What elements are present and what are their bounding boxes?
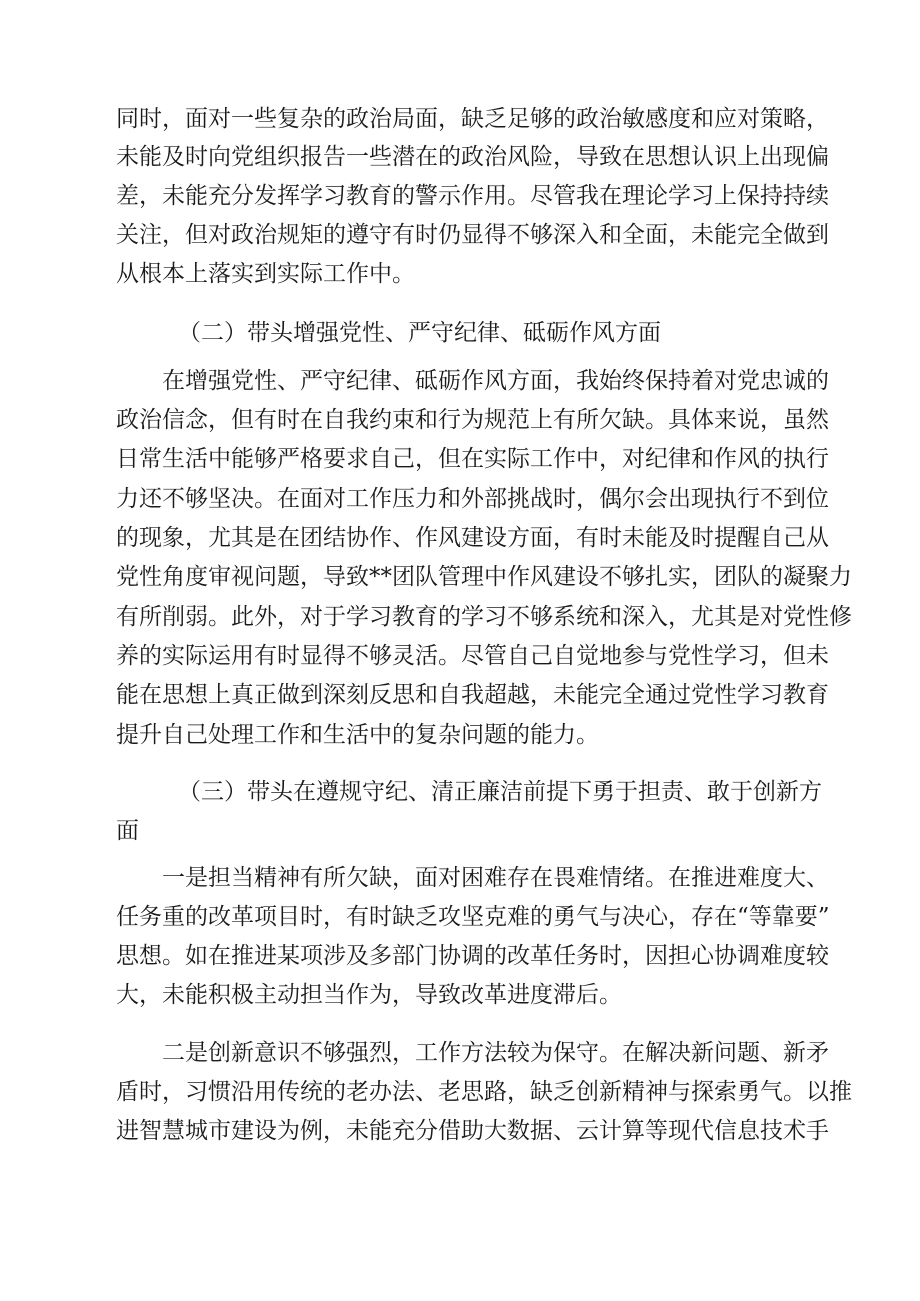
section-heading-3-cont: 面: [116, 818, 139, 844]
text-line-10: 力还不够坚决。在面对工作压力和外部挑战时，偶尔会出现执行不到位: [116, 486, 829, 512]
text-line-4: 关注，但对政治规矩的遵守有时仍显得不够深入和全面，未能完全做到: [116, 222, 829, 248]
text-line-22: 大，未能积极主动担当作为，导致改革进度滞后。: [116, 982, 622, 1008]
text-line-7: 在增强党性、严守纪律、砥砺作风方面，我始终保持着对党忠诚的: [162, 368, 829, 394]
text-line-5: 从根本上落实到实际工作中。: [116, 261, 415, 287]
text-line-24: 盾时，习惯沿用传统的老办法、老思路，缺乏创新精神与探索勇气。以推: [116, 1079, 852, 1105]
text-line-14: 养的实际运用有时显得不够灵活。尽管自己自觉地参与党性学习，但未: [116, 643, 829, 669]
section-heading-3: （三）带头在遵规守纪、清正廉洁前提下勇于担责、敢于创新方: [178, 779, 822, 805]
text-line-1: 同时，面对一些复杂的政治局面，缺乏足够的政治敏感度和应对策略，: [116, 106, 829, 132]
text-line-11: 的现象，尤其是在团结协作、作风建设方面，有时未能及时提醒自己从: [116, 525, 829, 551]
text-line-20: 任务重的改革项目时，有时缺乏攻坚克难的勇气与决心，存在“等靠要”: [116, 904, 830, 930]
text-line-13: 有所削弱。此外，对于学习教育的学习不够系统和深入，尤其是对党性修: [116, 604, 852, 630]
text-line-19: 一是担当精神有所欠缺，面对困难存在畏难情绪。在推进难度大、: [162, 865, 829, 891]
text-line-3: 差，未能充分发挥学习教育的警示作用。尽管我在理论学习上保持持续: [116, 183, 829, 209]
text-line-2: 未能及时向党组织报告一些潜在的政治风险，导致在思想认识上出现偏: [116, 144, 829, 170]
text-line-8: 政治信念，但有时在自我约束和行为规范上有所欠缺。具体来说，虽然: [116, 407, 829, 433]
section-heading-2: （二）带头增强党性、严守纪律、砥砺作风方面: [178, 320, 661, 346]
text-line-16: 提升自己处理工作和生活中的复杂问题的能力。: [116, 722, 599, 748]
text-line-21: 思想。如在推进某项涉及多部门协调的改革任务时，因担心协调难度较: [116, 943, 829, 969]
text-line-15: 能在思想上真正做到深刻反思和自我超越，未能完全通过党性学习教育: [116, 682, 829, 708]
text-line-23: 二是创新意识不够强烈，工作方法较为保守。在解决新问题、新矛: [162, 1040, 829, 1066]
text-line-12: 党性角度审视问题，导致**团队管理中作风建设不够扎实，团队的凝聚力: [116, 564, 852, 590]
text-line-9: 日常生活中能够严格要求自己，但在实际工作中，对纪律和作风的执行: [116, 446, 829, 472]
text-line-25: 进智慧城市建设为例，未能充分借助大数据、云计算等现代信息技术手: [116, 1118, 829, 1144]
